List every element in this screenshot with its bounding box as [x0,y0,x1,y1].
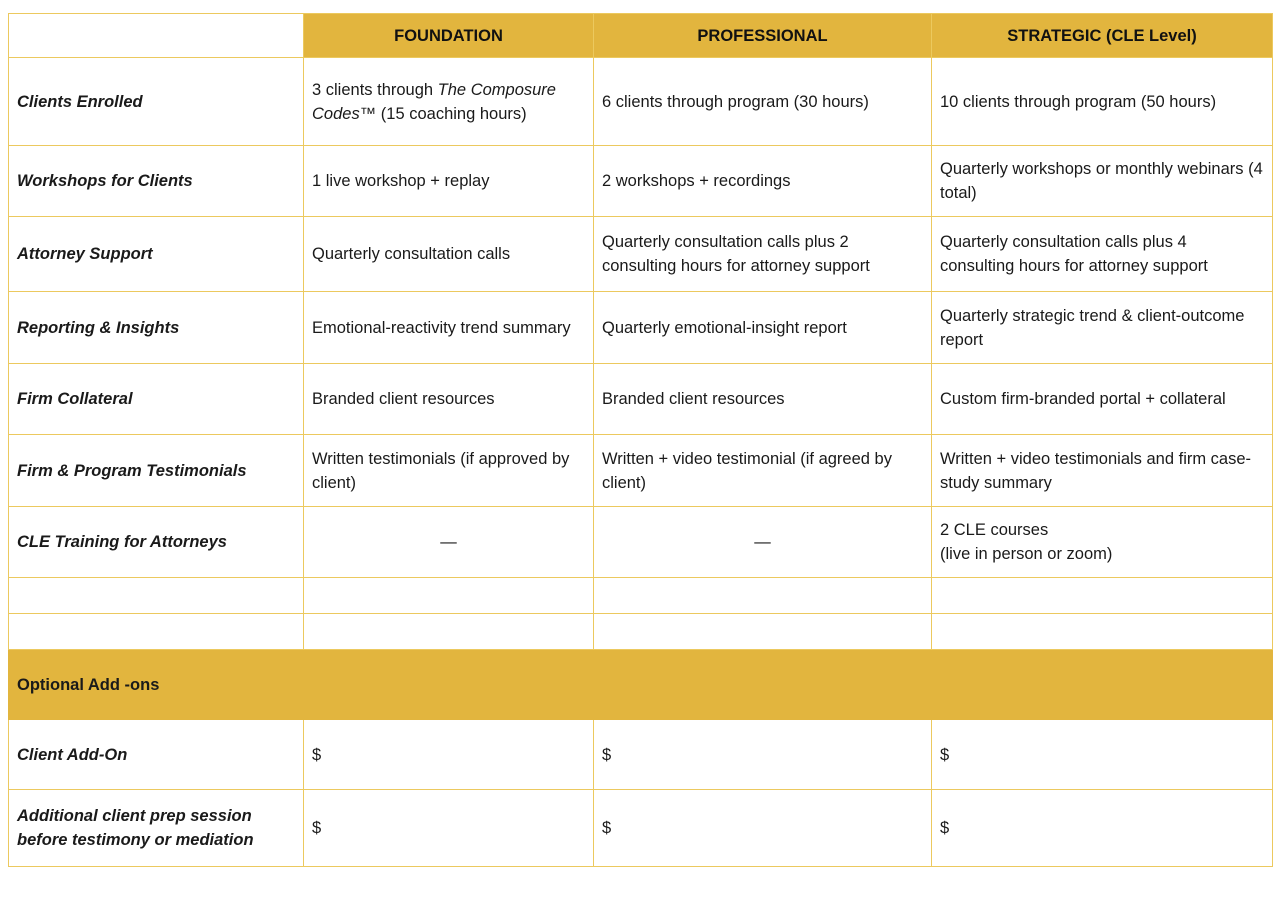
header-blank-cell [9,14,304,58]
row-label: Firm Collateral [9,364,304,435]
section-row [9,650,1273,720]
addon-row [9,720,1273,790]
cell-professional: 2 workshops + recordings [594,146,932,217]
table-row [9,146,1273,217]
table-row [9,435,1273,507]
table-row [9,217,1273,292]
program-name: The Composure Codes™ [312,80,556,123]
addon-row [9,790,1273,867]
cell-professional: Branded client resources [594,364,932,435]
cell-text: (15 coaching hours) [376,104,527,123]
table-row [9,58,1273,146]
section-title: Optional Add -ons [9,650,1273,720]
row-label: Clients Enrolled [9,58,304,146]
cell-foundation: Written testimonials (if approved by client) [304,435,594,507]
cell-professional: Written + video testimonial (if agreed by client) [594,435,932,507]
cell-strategic: Quarterly workshops or monthly webinars (4 total) [932,146,1273,217]
cell-professional: — [594,507,932,578]
cell-professional: 6 clients through program (30 hours) [594,58,932,146]
empty-row [9,614,1273,650]
cell-strategic: $ [932,720,1273,790]
cell-foundation: 1 live workshop + replay [304,146,594,217]
row-label: Attorney Support [9,217,304,292]
cell-strategic: Quarterly strategic trend & client-outcome report [932,292,1273,364]
cell-foundation: $ [304,720,594,790]
cell-foundation [304,58,594,146]
row-label: CLE Training for Attorneys [9,507,304,578]
row-label: Client Add-On [9,720,304,790]
cell-foundation: Branded client resources [304,364,594,435]
cell-strategic: 2 CLE courses (live in person or zoom) [932,507,1273,578]
row-label: Additional client prep session before testimony or mediation [9,790,304,867]
cell-professional: $ [594,790,932,867]
cell-strategic: $ [932,790,1273,867]
cell-foundation: — [304,507,594,578]
cell-text: 3 clients through [312,80,438,99]
header-strategic: STRATEGIC (CLE Level) [932,14,1273,58]
header-row [9,14,1273,58]
row-label: Reporting & Insights [9,292,304,364]
empty-row [9,578,1273,614]
cell-foundation: Emotional-reactivity trend summary [304,292,594,364]
cell-strategic: 10 clients through program (50 hours) [932,58,1273,146]
cell-professional: Quarterly emotional-insight report [594,292,932,364]
cell-foundation: Quarterly consultation calls [304,217,594,292]
cell-foundation: $ [304,790,594,867]
cell-strategic: Quarterly consultation calls plus 4 consulting hours for attorney support [932,217,1273,292]
cell-strategic: Written + video testimonials and firm case-study summary [932,435,1273,507]
row-label: Firm & Program Testimonials [9,435,304,507]
header-professional: PROFESSIONAL [594,14,932,58]
cell-strategic: Custom firm-branded portal + collateral [932,364,1273,435]
header-foundation: FOUNDATION [304,14,594,58]
row-label: Workshops for Clients [9,146,304,217]
cell-professional: $ [594,720,932,790]
cell-professional: Quarterly consultation calls plus 2 consulting hours for attorney support [594,217,932,292]
table-row [9,507,1273,578]
pricing-tiers-table [8,13,1273,867]
table-row [9,292,1273,364]
table-row [9,364,1273,435]
